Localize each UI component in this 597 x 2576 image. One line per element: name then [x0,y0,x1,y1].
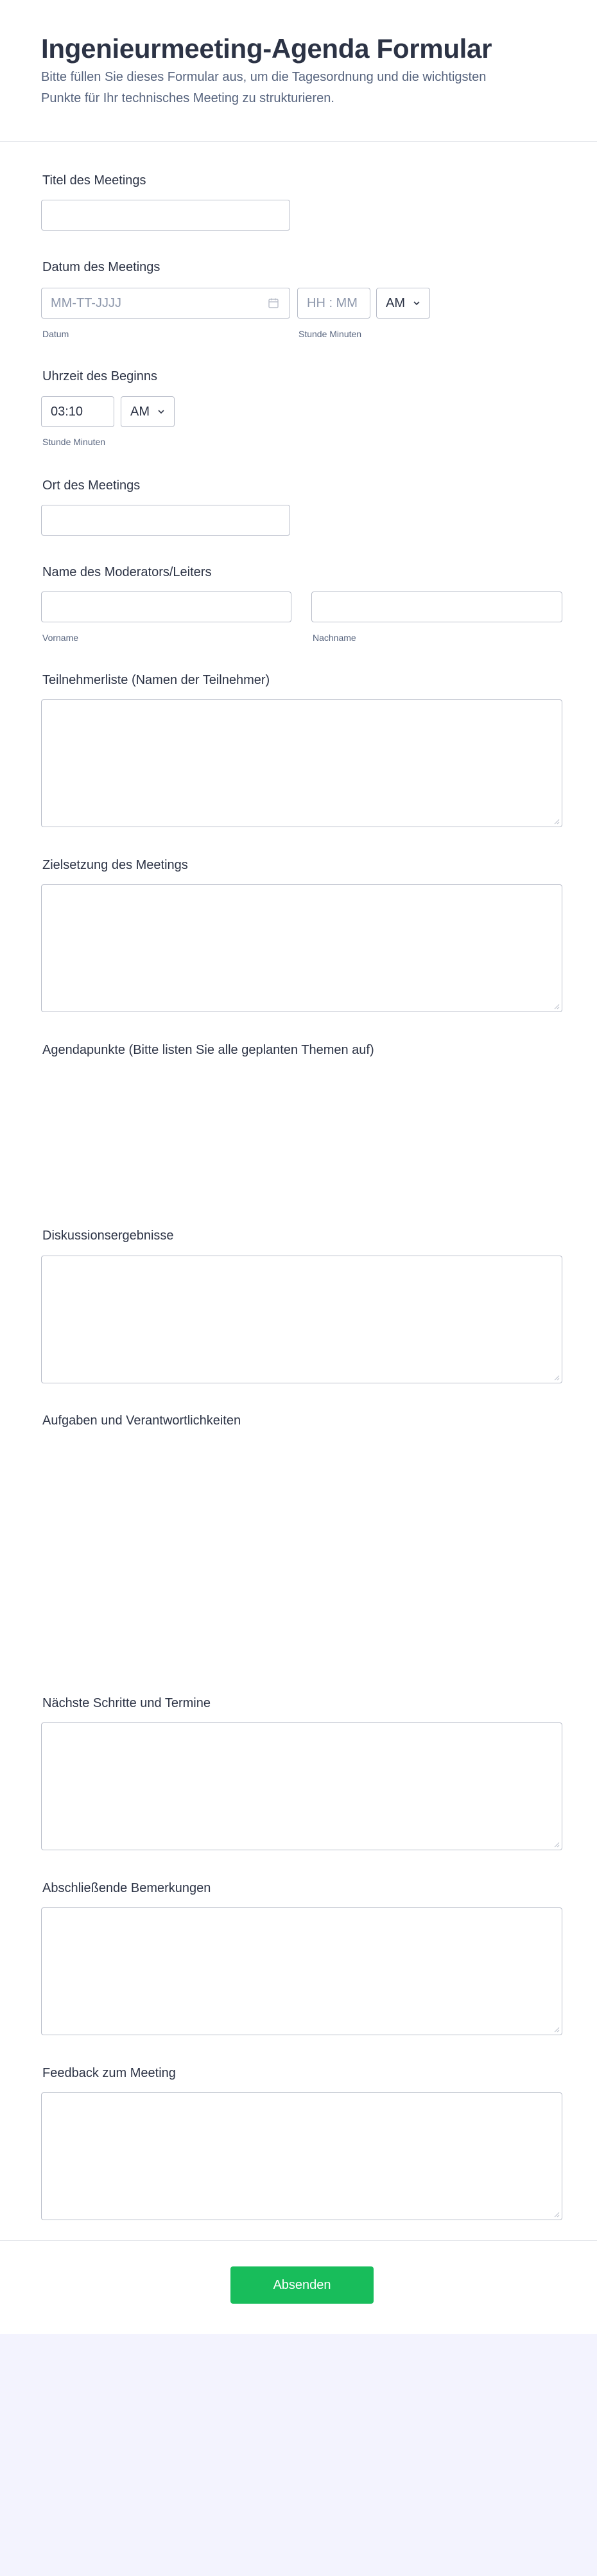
meeting-ampm-value: AM [386,295,405,310]
submit-button[interactable]: Absenden [230,2266,374,2304]
feedback-textarea[interactable] [41,2092,562,2220]
time-placeholder: HH : MM [307,295,358,310]
resize-grip-icon[interactable] [553,818,560,825]
form-title: Ingenieurmeeting-Agenda Formular [41,33,492,64]
moderator-first-name-input[interactable] [41,591,291,622]
first-name-sublabel: Vorname [42,633,79,643]
tasks-label: Aufgaben und Verantwortlichkeiten [42,1414,241,1428]
moderator-label: Name des Moderators/Leiters [42,565,212,579]
meeting-date-label: Datum des Meetings [42,260,160,274]
calendar-icon[interactable] [268,297,279,309]
chevron-down-icon [413,299,420,307]
location-input[interactable] [41,505,290,536]
next-steps-textarea[interactable] [41,1722,562,1850]
remarks-textarea[interactable] [41,1907,562,2035]
date-sublabel: Datum [42,329,69,339]
start-time-input[interactable] [41,396,114,427]
time-sublabel: Stunde Minuten [298,329,362,339]
resize-grip-icon[interactable] [553,2211,560,2218]
agenda-label: Agendapunkte (Bitte listen Sie alle geplanten Themen auf) [42,1043,374,1057]
resize-grip-icon[interactable] [553,2026,560,2033]
moderator-last-name-input[interactable] [311,591,562,622]
participants-textarea[interactable] [41,699,562,827]
start-time-ampm-select[interactable] [121,396,175,427]
next-steps-label: Nächste Schritte und Termine [42,1696,211,1710]
last-name-sublabel: Nachname [313,633,356,643]
results-textarea[interactable] [41,1256,562,1383]
meeting-ampm-select[interactable] [376,288,430,319]
meeting-title-input[interactable] [41,200,290,231]
start-time-sublabel: Stunde Minuten [42,437,106,447]
remarks-label: Abschließende Bemerkungen [42,1881,211,1895]
meeting-time-input[interactable] [297,288,370,319]
chevron-down-icon [157,408,165,416]
form-header [0,0,597,142]
objectives-textarea[interactable] [41,884,562,1012]
start-time-label: Uhrzeit des Beginns [42,369,157,383]
participants-label: Teilnehmerliste (Namen der Teilnehmer) [42,673,270,687]
meeting-title-label: Titel des Meetings [42,173,146,188]
start-time-ampm-value: AM [130,404,150,419]
meeting-date-input[interactable] [41,288,290,319]
location-label: Ort des Meetings [42,478,141,493]
resize-grip-icon[interactable] [553,1003,560,1010]
resize-grip-icon[interactable] [553,1841,560,1848]
feedback-label: Feedback zum Meeting [42,2066,176,2080]
objectives-label: Zielsetzung des Meetings [42,858,188,872]
start-time-value: 03:10 [51,404,83,419]
resize-grip-icon[interactable] [553,1374,560,1381]
date-placeholder: MM-TT-JJJJ [51,295,121,310]
form-description: Bitte füllen Sie dieses Formular aus, um die Tagesordnung und die wichtigsten Punkte für Ihr technisches Meeting zu strukturieren. [41,70,487,105]
results-label: Diskussionsergebnisse [42,1229,174,1243]
form-footer [0,2240,597,2334]
